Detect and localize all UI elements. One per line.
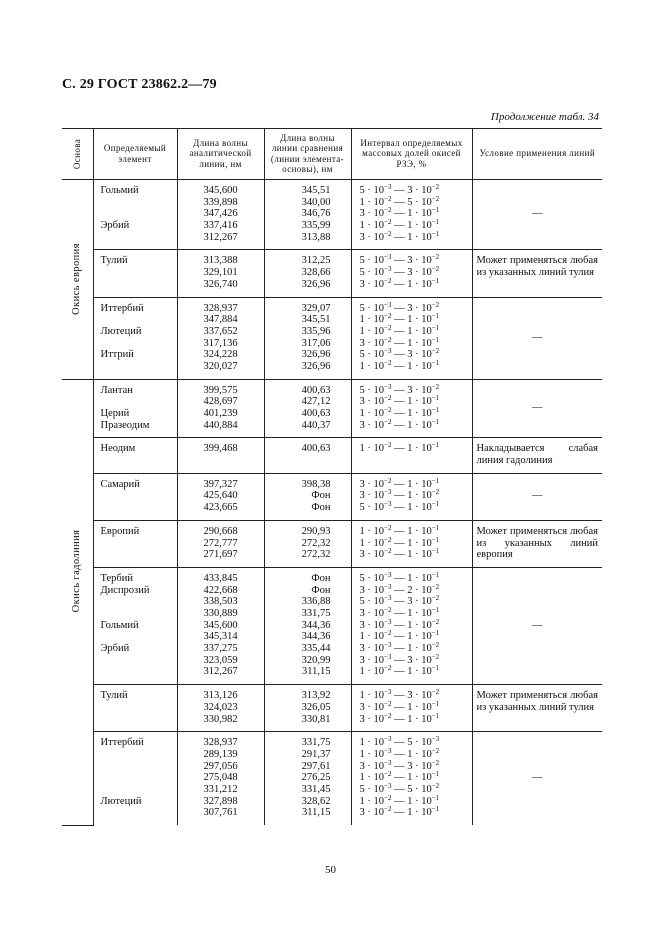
condition-cell: — — [472, 297, 602, 379]
range-cell-line: $3 \cdot 10^{-2}$ — $1 \cdot 10^{-1}$ — [359, 805, 440, 819]
range-cell-line: $1 \cdot 10^{-2}$ — $1 \cdot 10^{-1}$ — [359, 358, 440, 372]
condition-cell: — — [472, 180, 602, 250]
page-header: С. 29 ГОСТ 23862.2—79 — [62, 77, 217, 92]
element-cell-line: Лютеций — [100, 325, 142, 337]
wavelength-cell-line: 324,228 — [203, 349, 238, 361]
comparison-cell-line: 272,32 — [301, 537, 331, 549]
comparison-cell — [264, 567, 351, 684]
condition-cell: Может применяться любая из указанных линий тулия — [472, 250, 602, 297]
comparison-cell-line: 326,96 — [301, 278, 331, 290]
range-cell-line: $5 \cdot 10^{-3}$ — $3 \cdot 10^{-2}$ — [359, 265, 440, 279]
comparison-cell-line: 336,88 — [301, 596, 331, 608]
element-cell-line: Европий — [100, 525, 140, 537]
comparison-cell-line: 317,06 — [301, 337, 331, 349]
element-cell-line: Диспрозий — [100, 584, 150, 596]
element-cell — [93, 180, 177, 250]
table-row — [62, 685, 602, 732]
element-cell — [93, 567, 177, 684]
range-cell-line: $5 \cdot 10^{-3}$ — $3 \cdot 10^{-2}$ — [359, 382, 440, 396]
wavelength-cell-line: 324,023 — [203, 701, 238, 713]
comparison-cell-line: 335,44 — [301, 643, 331, 655]
comparison-cell — [264, 520, 351, 567]
range-cell — [351, 379, 472, 438]
wavelength-cell-line: 337,416 — [203, 220, 238, 232]
comparison-cell-line: 335,96 — [301, 325, 331, 337]
wavelength-cell-line: 320,027 — [203, 360, 238, 372]
comparison-cell-line: 290,93 — [301, 525, 331, 537]
element-cell-line — [101, 208, 173, 220]
comparison-cell-line: 272,32 — [301, 549, 331, 561]
wavelength-cell-line: 347,884 — [203, 314, 238, 326]
range-cell-line: $1 \cdot 10^{-2}$ — $1 \cdot 10^{-1}$ — [359, 441, 440, 455]
table-continuation-label: Продолжение табл. 34 — [490, 111, 599, 123]
comparison-cell-line: 326,96 — [301, 349, 331, 361]
range-cell-line: $1 \cdot 10^{-2}$ — $1 \cdot 10^{-1}$ — [359, 793, 440, 807]
range-cell-line: $1 \cdot 10^{-2}$ — $1 \cdot 10^{-1}$ — [359, 406, 440, 419]
element-cell-line: Лютеций — [100, 795, 142, 807]
wavelength-cell-line: 289,139 — [203, 748, 238, 760]
range-cell-line: $3 \cdot 10^{-2}$ — $1 \cdot 10^{-1}$ — [359, 394, 440, 408]
wavelength-cell-line: 312,267 — [203, 231, 238, 243]
element-cell-line — [101, 197, 173, 209]
comparison-cell-line: 400,63 — [301, 384, 331, 396]
range-cell-line: $3 \cdot 10^{-3}$ — $1 \cdot 10^{-2}$ — [359, 488, 440, 502]
table-row — [62, 379, 602, 438]
comparison-cell-line: 326,05 — [301, 701, 331, 713]
comparison-cell-line: 400,63 — [301, 408, 331, 419]
column-header-range: Интервал определяемых массовых долей окисей РЗЭ, % — [351, 129, 472, 180]
wavelength-cell — [177, 297, 264, 379]
comparison-cell-line: 328,66 — [301, 267, 331, 279]
wavelength-cell-line: 297,056 — [203, 760, 238, 772]
column-header-condition: Условие применения линий — [472, 129, 602, 180]
comparison-cell-line: 340,00 — [301, 196, 331, 208]
element-cell-line — [101, 361, 173, 373]
table-body — [62, 180, 602, 826]
base-cell — [62, 180, 93, 380]
comparison-cell-line: Фон — [311, 572, 331, 584]
element-cell-line — [101, 314, 173, 326]
wavelength-cell — [177, 567, 264, 684]
element-cell-line — [101, 396, 173, 408]
wavelength-cell — [177, 250, 264, 297]
wavelength-cell-line: 339,898 — [203, 196, 238, 208]
condition-cell: Может применяться любая из указанных линий европия — [472, 520, 602, 567]
range-cell — [351, 438, 472, 473]
base-cell — [62, 379, 93, 825]
element-cell — [93, 520, 177, 567]
table-header-row — [62, 129, 602, 180]
element-cell-line: Иттрий — [100, 349, 134, 361]
comparison-cell-line: 313,88 — [301, 231, 331, 243]
element-cell-line: Гольмий — [100, 185, 139, 196]
range-cell — [351, 297, 472, 379]
element-cell — [93, 297, 177, 379]
element-cell-line — [101, 772, 173, 784]
wavelength-cell-line: 428,697 — [203, 396, 238, 408]
range-cell-line: $1 \cdot 10^{-2}$ — $5 \cdot 10^{-2}$ — [359, 194, 440, 208]
comparison-cell-line: 297,61 — [301, 760, 331, 772]
wavelength-cell-line: 397,327 — [203, 478, 238, 490]
element-cell-line — [101, 608, 173, 620]
wavelength-cell-line: 337,275 — [203, 643, 238, 655]
wavelength-cell-line: 345,600 — [203, 185, 238, 196]
wavelength-cell-line: 327,898 — [203, 795, 238, 807]
comparison-cell-line: 440,37 — [301, 419, 331, 431]
element-cell-line: Неодим — [100, 443, 136, 455]
range-cell-line: $3 \cdot 10^{-3}$ — $3 \cdot 10^{-2}$ — [359, 652, 440, 666]
wavelength-cell-line: 271,697 — [203, 549, 238, 561]
range-cell-line: $3 \cdot 10^{-3}$ — $1 \cdot 10^{-2}$ — [359, 641, 440, 655]
element-cell — [93, 250, 177, 297]
comparison-cell-line: 331,75 — [301, 608, 331, 620]
range-cell — [351, 685, 472, 732]
wavelength-cell — [177, 180, 264, 250]
range-cell-line: $1 \cdot 10^{-2}$ — $1 \cdot 10^{-1}$ — [359, 629, 440, 643]
table-row — [62, 250, 602, 297]
range-cell-line: $3 \cdot 10^{-3}$ — $2 \cdot 10^{-2}$ — [359, 582, 440, 596]
wavelength-cell — [177, 685, 264, 732]
range-cell-line: $3 \cdot 10^{-2}$ — $1 \cdot 10^{-1}$ — [359, 229, 440, 243]
element-cell-line — [101, 749, 173, 761]
range-cell-line: $5 \cdot 10^{-3}$ — $3 \cdot 10^{-2}$ — [359, 347, 440, 361]
comparison-cell-line: 345,51 — [301, 185, 331, 196]
element-cell-line — [101, 807, 173, 819]
comparison-cell-line: 331,75 — [301, 737, 331, 749]
comparison-cell-line: 329,07 — [301, 302, 331, 314]
element-cell-line — [101, 338, 173, 350]
wavelength-cell-line: 345,314 — [203, 631, 238, 643]
condition-cell: Может применяться любая из указанных линий тулия — [472, 685, 602, 732]
comparison-cell — [264, 250, 351, 297]
range-cell-line: $5 \cdot 10^{-3}$ — $3 \cdot 10^{-2}$ — [359, 594, 440, 608]
element-cell-line — [101, 267, 173, 279]
wavelength-cell-line: 272,777 — [203, 537, 238, 549]
element-cell-line — [101, 279, 173, 291]
element-cell-line — [101, 714, 173, 726]
element-cell-line: Тербий — [100, 572, 134, 584]
page-number: 50 — [325, 864, 336, 876]
wavelength-cell-line: 328,937 — [203, 737, 238, 749]
comparison-cell-line: 328,62 — [301, 795, 331, 807]
range-cell — [351, 520, 472, 567]
element-cell — [93, 379, 177, 438]
range-cell-line: $1 \cdot 10^{-2}$ — $1 \cdot 10^{-1}$ — [359, 535, 440, 549]
range-cell-line: $5 \cdot 10^{-3}$ — $1 \cdot 10^{-1}$ — [359, 570, 440, 584]
wavelength-cell-line: 337,652 — [203, 325, 238, 337]
column-header-comparison: Длина волны линии сравнения (линии элемента-основы), нм — [264, 129, 351, 180]
base-label: Окись европия — [71, 243, 83, 316]
range-cell-line: $3 \cdot 10^{-2}$ — $1 \cdot 10^{-1}$ — [359, 606, 440, 620]
table-row — [62, 732, 602, 825]
wavelength-cell-line: 275,048 — [203, 772, 238, 784]
wavelength-cell-line: 399,468 — [203, 443, 238, 455]
range-cell-line: $3 \cdot 10^{-2}$ — $1 \cdot 10^{-1}$ — [359, 206, 440, 220]
comparison-cell — [264, 379, 351, 438]
range-cell-line: $1 \cdot 10^{-2}$ — $1 \cdot 10^{-1}$ — [359, 770, 440, 784]
wavelength-cell-line: 312,267 — [203, 666, 238, 678]
wavelength-cell-line: 345,600 — [203, 619, 238, 631]
range-cell-line: $1 \cdot 10^{-3}$ — $5 \cdot 10^{-3}$ — [359, 735, 440, 749]
element-cell-line: Эрбий — [100, 643, 130, 655]
comparison-cell-line: 345,51 — [301, 314, 331, 326]
range-cell-line: $1 \cdot 10^{-2}$ — $1 \cdot 10^{-1}$ — [359, 523, 440, 537]
condition-cell: — — [472, 473, 602, 520]
range-cell-line: $1 \cdot 10^{-2}$ — $1 \cdot 10^{-1}$ — [359, 323, 440, 337]
comparison-cell-line: 311,15 — [302, 807, 331, 819]
range-cell — [351, 180, 472, 250]
wavelength-cell-line: 423,665 — [203, 502, 238, 514]
range-cell-line: $1 \cdot 10^{-3}$ — $1 \cdot 10^{-2}$ — [359, 746, 440, 760]
wavelength-cell-line: 433,845 — [203, 572, 238, 584]
comparison-cell-line: 330,81 — [301, 713, 331, 725]
comparison-cell-line: 335,99 — [301, 220, 331, 232]
wavelength-cell-line: 331,212 — [203, 783, 238, 795]
element-cell-line: Тулий — [100, 255, 128, 267]
range-cell-line: $1 \cdot 10^{-2}$ — $1 \cdot 10^{-1}$ — [359, 664, 440, 678]
wavelength-cell — [177, 438, 264, 473]
comparison-cell-line: Фон — [311, 502, 331, 514]
condition-cell: — — [472, 379, 602, 438]
element-cell — [93, 473, 177, 520]
comparison-cell-line: 400,63 — [301, 443, 331, 455]
element-cell-line — [101, 490, 173, 502]
comparison-cell-line: 331,45 — [301, 783, 331, 795]
table-row — [62, 438, 602, 473]
range-cell-line: $3 \cdot 10^{-3}$ — $1 \cdot 10^{-2}$ — [359, 617, 440, 631]
wavelength-cell-line: 328,937 — [203, 302, 238, 314]
comparison-cell-line: 276,25 — [301, 772, 331, 784]
wavelength-cell — [177, 473, 264, 520]
comparison-cell-line: 291,37 — [301, 748, 331, 760]
wavelength-cell — [177, 520, 264, 567]
spectral-lines-table — [62, 128, 602, 826]
range-cell — [351, 567, 472, 684]
range-cell-line: $5 \cdot 10^{-3}$ — $3 \cdot 10^{-2}$ — [359, 300, 440, 314]
wavelength-cell-line: 347,426 — [203, 208, 238, 220]
comparison-cell — [264, 297, 351, 379]
element-cell — [93, 685, 177, 732]
range-cell-line: $5 \cdot 10^{-3}$ — $1 \cdot 10^{-1}$ — [359, 500, 440, 514]
column-header-base: Основа — [62, 129, 93, 180]
element-cell-line — [101, 538, 173, 550]
table-row — [62, 520, 602, 567]
comparison-cell — [264, 438, 351, 473]
element-cell-line — [101, 232, 173, 244]
element-cell-line — [101, 549, 173, 561]
comparison-cell — [264, 180, 351, 250]
range-cell-line: $3 \cdot 10^{-2}$ — $1 \cdot 10^{-1}$ — [359, 335, 440, 349]
condition-cell: — — [472, 567, 602, 684]
element-cell-line — [101, 761, 173, 773]
comparison-cell — [264, 685, 351, 732]
range-cell — [351, 732, 472, 825]
range-cell — [351, 250, 472, 297]
comparison-cell-line: 326,96 — [301, 360, 331, 372]
column-header-wavelength: Длина волны аналитической линии, нм — [177, 129, 264, 180]
range-cell-line: $3 \cdot 10^{-2}$ — $1 \cdot 10^{-1}$ — [359, 711, 440, 725]
element-cell-line: Тулий — [100, 690, 128, 702]
wavelength-cell-line: 329,101 — [203, 267, 238, 279]
range-cell-line: $1 \cdot 10^{-2}$ — $1 \cdot 10^{-1}$ — [359, 312, 440, 326]
table-row — [62, 567, 602, 684]
comparison-cell-line: Фон — [311, 490, 331, 502]
element-cell — [93, 438, 177, 473]
element-cell-line — [101, 631, 173, 643]
condition-cell: Накладывается слабая линия гадолиния — [472, 438, 602, 473]
wavelength-cell-line: 307,761 — [203, 807, 238, 819]
comparison-cell-line: 427,12 — [301, 396, 331, 408]
range-cell-line: $5 \cdot 10^{-3}$ — $5 \cdot 10^{-2}$ — [359, 781, 440, 795]
element-cell — [93, 732, 177, 825]
wavelength-cell-line: 330,982 — [203, 713, 238, 725]
element-cell-line: Иттербий — [100, 302, 144, 314]
wavelength-cell-line: 425,640 — [203, 490, 238, 502]
base-label: Окись гадолиния — [71, 529, 83, 613]
wavelength-cell-line: 326,740 — [203, 278, 238, 290]
element-cell-line: Церий — [100, 408, 130, 419]
element-cell-line — [101, 702, 173, 714]
wavelength-cell-line: 401,239 — [203, 408, 238, 419]
element-cell-line — [101, 666, 173, 678]
wavelength-cell-line: 330,889 — [203, 608, 238, 620]
element-cell-line: Иттербий — [100, 737, 144, 749]
comparison-cell-line: 320,99 — [301, 654, 331, 666]
wavelength-cell-line: 399,575 — [203, 384, 238, 396]
comparison-cell-line: 311,15 — [302, 666, 331, 678]
range-cell-line: $3 \cdot 10^{-2}$ — $1 \cdot 10^{-1}$ — [359, 476, 440, 490]
element-cell-line — [101, 784, 173, 796]
range-cell-line: $5 \cdot 10^{-3}$ — $3 \cdot 10^{-2}$ — [359, 253, 440, 267]
wavelength-cell-line: 323,059 — [203, 654, 238, 666]
range-cell-line: $1 \cdot 10^{-3}$ — $3 \cdot 10^{-2}$ — [359, 688, 440, 702]
element-cell-line: Лантан — [100, 384, 133, 396]
element-cell-line: Празеодим — [100, 419, 150, 431]
table-row — [62, 180, 602, 250]
wavelength-cell-line: 317,136 — [203, 337, 238, 349]
element-cell-line: Эрбий — [100, 220, 130, 232]
wavelength-cell-line: 440,884 — [203, 419, 238, 431]
wavelength-cell-line: 338,503 — [203, 596, 238, 608]
wavelength-cell-line: 422,668 — [203, 584, 238, 596]
wavelength-cell-line: 313,126 — [203, 690, 238, 702]
comparison-cell-line: 346,76 — [301, 208, 331, 220]
element-cell-line — [101, 596, 173, 608]
comparison-cell-line: Фон — [311, 584, 331, 596]
comparison-cell — [264, 732, 351, 825]
range-cell — [351, 473, 472, 520]
element-cell-line: Гольмий — [100, 619, 139, 631]
table-row — [62, 297, 602, 379]
element-cell-line: Самарий — [100, 478, 140, 490]
element-cell-line — [101, 502, 173, 514]
range-cell-line: $5 \cdot 10^{-3}$ — $3 \cdot 10^{-2}$ — [359, 183, 440, 196]
range-cell-line: $3 \cdot 10^{-3}$ — $3 \cdot 10^{-2}$ — [359, 758, 440, 772]
comparison-cell — [264, 473, 351, 520]
range-cell-line: $3 \cdot 10^{-2}$ — $1 \cdot 10^{-1}$ — [359, 699, 440, 713]
range-cell-line: $3 \cdot 10^{-2}$ — $1 \cdot 10^{-1}$ — [359, 417, 440, 431]
wavelength-cell — [177, 379, 264, 438]
range-cell-line: $3 \cdot 10^{-2}$ — $1 \cdot 10^{-1}$ — [359, 276, 440, 290]
wavelength-cell-line: 313,388 — [203, 255, 238, 267]
comparison-cell-line: 398,38 — [301, 478, 331, 490]
wavelength-cell — [177, 732, 264, 825]
element-cell-line — [101, 655, 173, 667]
range-cell-line: $1 \cdot 10^{-2}$ — $1 \cdot 10^{-1}$ — [359, 218, 440, 232]
wavelength-cell-line: 290,668 — [203, 525, 238, 537]
column-header-element: Определяемый элемент — [93, 129, 177, 180]
range-cell-line: $3 \cdot 10^{-2}$ — $1 \cdot 10^{-1}$ — [359, 547, 440, 561]
comparison-cell-line: 344,36 — [301, 619, 331, 631]
comparison-cell-line: 313,92 — [301, 690, 331, 702]
comparison-cell-line: 344,36 — [301, 631, 331, 643]
table-row — [62, 473, 602, 520]
condition-cell: — — [472, 732, 602, 825]
comparison-cell-line: 312,25 — [301, 255, 331, 267]
